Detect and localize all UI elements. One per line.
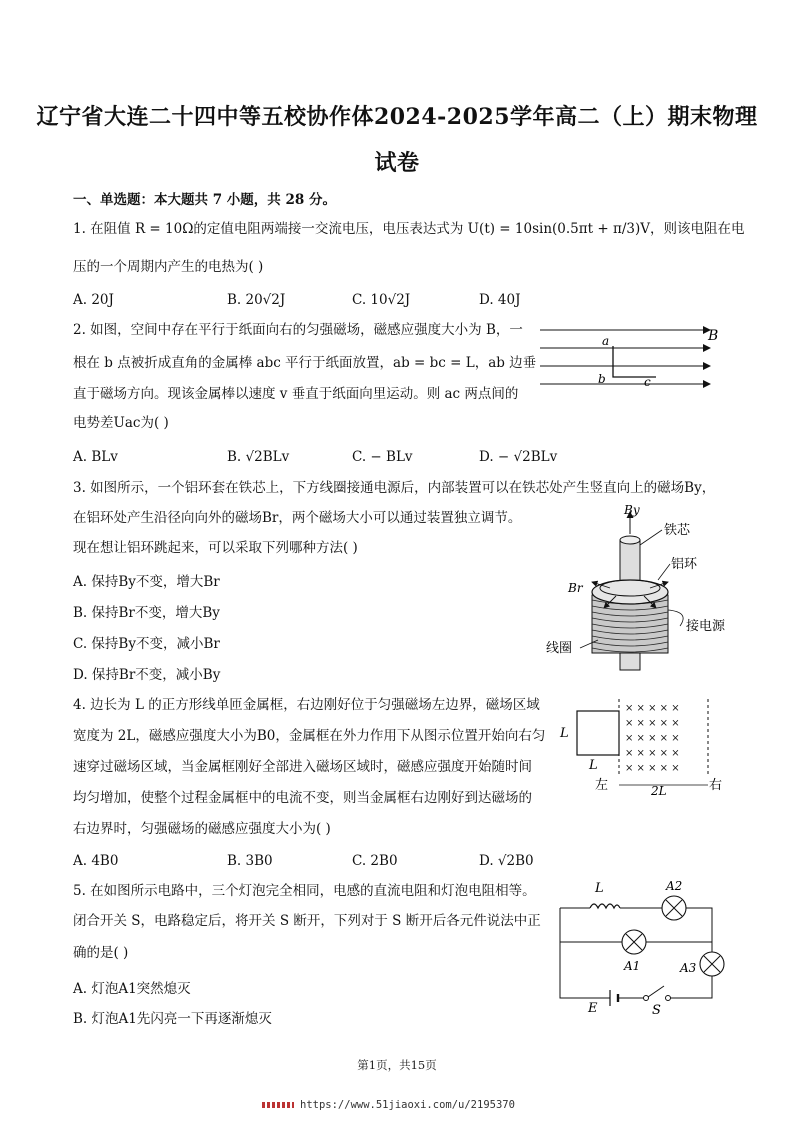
label-s: S bbox=[652, 1003, 661, 1016]
label-side-left: L bbox=[560, 726, 569, 741]
question-line: 5. 在如图所示电路中，三个灯泡完全相同，电感的直流电阻和灯泡电阻相等。 bbox=[73, 883, 536, 899]
bulb-a3 bbox=[700, 952, 724, 976]
watermark-text: https://www.51jiaoxi.com/u/2195370 bbox=[300, 1099, 515, 1111]
label-iron-core: 铁芯 bbox=[664, 523, 691, 538]
question-line: 闭合开关 S，电路稳定后，将开关 S 断开，下列对于 S 断开后各元件说法中正 bbox=[73, 913, 541, 929]
question-line: 现在想让铝环跳起来，可以采取下列哪种方法( ) bbox=[73, 540, 358, 556]
option-c: C. 2B0 bbox=[352, 853, 398, 869]
circuit-figure bbox=[552, 876, 727, 1016]
power-lead bbox=[668, 610, 683, 626]
option-d: D. − √2BLv bbox=[479, 449, 558, 465]
page-number: 第1页，共15页 bbox=[357, 1058, 437, 1072]
question-line: 右边界时，匀强磁场的磁感应强度大小为( ) bbox=[73, 821, 331, 837]
inductor bbox=[590, 904, 620, 908]
label-coil: 线圈 bbox=[546, 641, 573, 656]
option-a: A. 灯泡A1突然熄灭 bbox=[73, 981, 191, 997]
label-inductor: L bbox=[595, 881, 604, 896]
question-line: 2. 如图，空间中存在平行于纸面向右的匀强磁场，磁感应强度大小为 B，一 bbox=[73, 322, 523, 338]
field-x-marks bbox=[625, 703, 680, 774]
option-d: D. 40J bbox=[479, 292, 521, 308]
bulb-a1 bbox=[622, 930, 646, 954]
option-b: B. √2BLv bbox=[227, 449, 290, 465]
question-line: 3. 如图所示，一个铝环套在铁芯上，下方线圈接通电源后，内部装置可以在铁芯处产生竖直向上的磁场By， bbox=[73, 480, 716, 496]
label-field-b: B bbox=[708, 328, 719, 344]
label-br: Br bbox=[568, 581, 583, 595]
iron-core-top bbox=[620, 536, 640, 544]
question-line: 4. 边长为 L 的正方形线单匝金属框，右边刚好位于匀强磁场左边界，磁场区域 bbox=[73, 697, 540, 713]
label-a: a bbox=[602, 334, 610, 348]
option-c: C. − BLv bbox=[352, 449, 413, 465]
metal-frame bbox=[577, 711, 619, 755]
label-a3: A3 bbox=[680, 961, 697, 975]
magnetic-field-rod-figure bbox=[538, 320, 728, 400]
bent-rod bbox=[613, 346, 656, 377]
option-b: B. 保持Br不变，增大By bbox=[73, 605, 220, 621]
question-line: 压的一个周期内产生的电热为( ) bbox=[73, 259, 264, 275]
option-a: A. 4B0 bbox=[73, 853, 119, 869]
watermark-url bbox=[262, 1099, 515, 1111]
label-right: 右 bbox=[709, 778, 723, 793]
iron-core-ring-figure bbox=[540, 500, 735, 675]
label-e: E bbox=[588, 1001, 598, 1016]
label-left: 左 bbox=[595, 778, 609, 793]
option-a: A. 20J bbox=[73, 292, 114, 308]
label-width: 2L bbox=[651, 784, 667, 798]
question-line: 宽度为 2L，磁感应强度大小为B0，金属框在外力作用下从图示位置开始向右匀 bbox=[73, 728, 546, 744]
label-power: 接电源 bbox=[686, 619, 726, 634]
option-a: A. BLv bbox=[73, 449, 118, 465]
option-b: B. 20√2J bbox=[227, 292, 286, 308]
page-title: 辽宁省大连二十四中等五校协作体2024-2025学年高二（上）期末物理 bbox=[36, 104, 758, 130]
option-b: B. 灯泡A1先闪亮一下再逐渐熄灭 bbox=[73, 1011, 272, 1027]
battery bbox=[610, 990, 624, 1006]
option-d: D. 保持Br不变，减小By bbox=[73, 667, 221, 683]
page-title-line2: 试卷 bbox=[374, 150, 420, 176]
callout-line bbox=[640, 530, 662, 545]
option-b: B. 3B0 bbox=[227, 853, 273, 869]
question-line: 电势差Uac为( ) bbox=[73, 415, 169, 431]
bulb-a2 bbox=[662, 896, 686, 920]
label-a2: A2 bbox=[666, 879, 683, 893]
svg-text:× × × × ×: × × × × × bbox=[625, 703, 680, 714]
question-line: 直于磁场方向。现该金属棒以速度 v 垂直于纸面向里运动。则 ac 两点间的 bbox=[73, 386, 519, 402]
label-by: By bbox=[624, 503, 640, 517]
label-c: c bbox=[644, 375, 651, 389]
square-frame-field-figure bbox=[555, 695, 730, 800]
label-ring: 铝环 bbox=[671, 557, 698, 572]
option-a: A. 保持By不变，增大Br bbox=[73, 574, 220, 590]
question-line: 在铝环处产生沿径向向外的磁场Br，两个磁场大小可以通过装置独立调节。 bbox=[73, 510, 522, 526]
option-c: C. 保持By不变，减小Br bbox=[73, 636, 220, 652]
switch bbox=[644, 986, 671, 1001]
label-side-bottom: L bbox=[589, 758, 598, 773]
label-b: b bbox=[598, 372, 606, 386]
svg-text:× × × × ×: × × × × × bbox=[625, 763, 680, 774]
svg-text:× × × × ×: × × × × × bbox=[625, 748, 680, 759]
section-heading: 一、单选题：本大题共 7 小题，共 28 分。 bbox=[73, 192, 336, 208]
label-a1: A1 bbox=[624, 959, 641, 973]
option-d: D. √2B0 bbox=[479, 853, 534, 869]
option-c: C. 10√2J bbox=[352, 292, 411, 308]
svg-text:× × × × ×: × × × × × bbox=[625, 718, 680, 729]
question-line: 均匀增加，使整个过程金属框中的电流不变，则当金属框右边刚好到达磁场的 bbox=[73, 790, 532, 806]
callout-line bbox=[658, 564, 670, 580]
question-line: 速穿过磁场区域，当金属框刚好全部进入磁场区域时，磁感应强度开始随时间 bbox=[73, 759, 532, 775]
question-line: 根在 b 点被折成直角的金属棒 abc 平行于纸面放置，ab = bc = L，ab 边垂 bbox=[73, 355, 537, 371]
question-line: 1. 在阻值 R = 10Ω的定值电阻两端接一交流电压，电压表达式为 U(t) = 10sin(0.5πt + π/3)V，则该电阻在电 bbox=[73, 221, 745, 237]
question-line: 确的是( ) bbox=[73, 945, 129, 961]
watermark-logo-icon bbox=[262, 1102, 294, 1108]
svg-text:× × × × ×: × × × × × bbox=[625, 733, 680, 744]
